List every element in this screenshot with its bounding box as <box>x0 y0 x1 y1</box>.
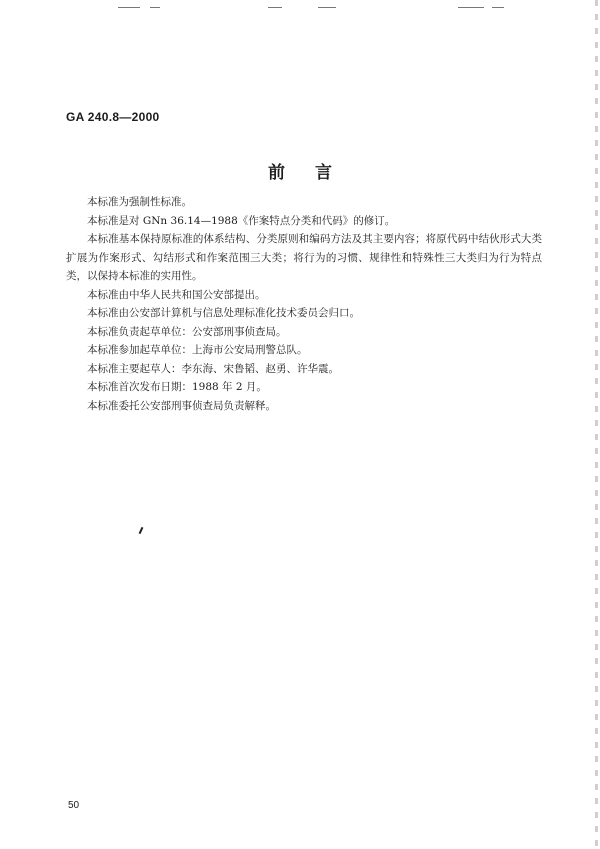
paragraph: 本标准委托公安部刑事侦查局负责解释。 <box>87 399 276 412</box>
scan-artifact <box>268 7 282 8</box>
standard-code: GA 240.8—2000 <box>66 110 160 124</box>
scan-artifact <box>458 7 484 8</box>
scan-artifact <box>492 7 504 8</box>
scan-edge-artifact <box>595 0 598 849</box>
paragraph: 本标准是对 GNn 36.14—1988《作案特点分类和代码》的修订。 <box>87 214 396 227</box>
scan-artifact <box>318 7 336 8</box>
paragraph: 本标准由公安部计算机与信息处理标准化技术委员会归口。 <box>87 307 360 319</box>
paragraph: 本标准由中华人民共和国公安部提出。 <box>87 288 266 301</box>
paragraph: 本标准为强制性标准。 <box>87 196 192 208</box>
scan-artifact <box>150 7 160 8</box>
stray-mark <box>139 527 144 534</box>
scan-artifact <box>118 7 140 8</box>
foreword-body <box>66 193 542 415</box>
page-number: 50 <box>68 800 80 811</box>
paragraph: 本标准负责起草单位：公安部刑事侦查局。 <box>87 325 287 338</box>
page-heading: 前言 <box>268 163 362 183</box>
paragraph: 本标准基本保持原标准的体系结构、分类原则和编码方法及其主要内容；将原代码中结伙形式大类扩展为作案形式、勾结形式和作案范围三大类；将行为的习惯、规律性和特殊性三大类归为行为特点类，以保持本标准的实用性。 <box>66 233 542 282</box>
paragraph: 本标准首次发布日期：1988 年 2 月。 <box>87 381 267 393</box>
paragraph: 本标准参加起草单位：上海市公安局刑警总队。 <box>87 344 308 356</box>
paragraph: 本标准主要起草人：李东海、宋鲁韬、赵勇、许华震。 <box>87 362 339 375</box>
